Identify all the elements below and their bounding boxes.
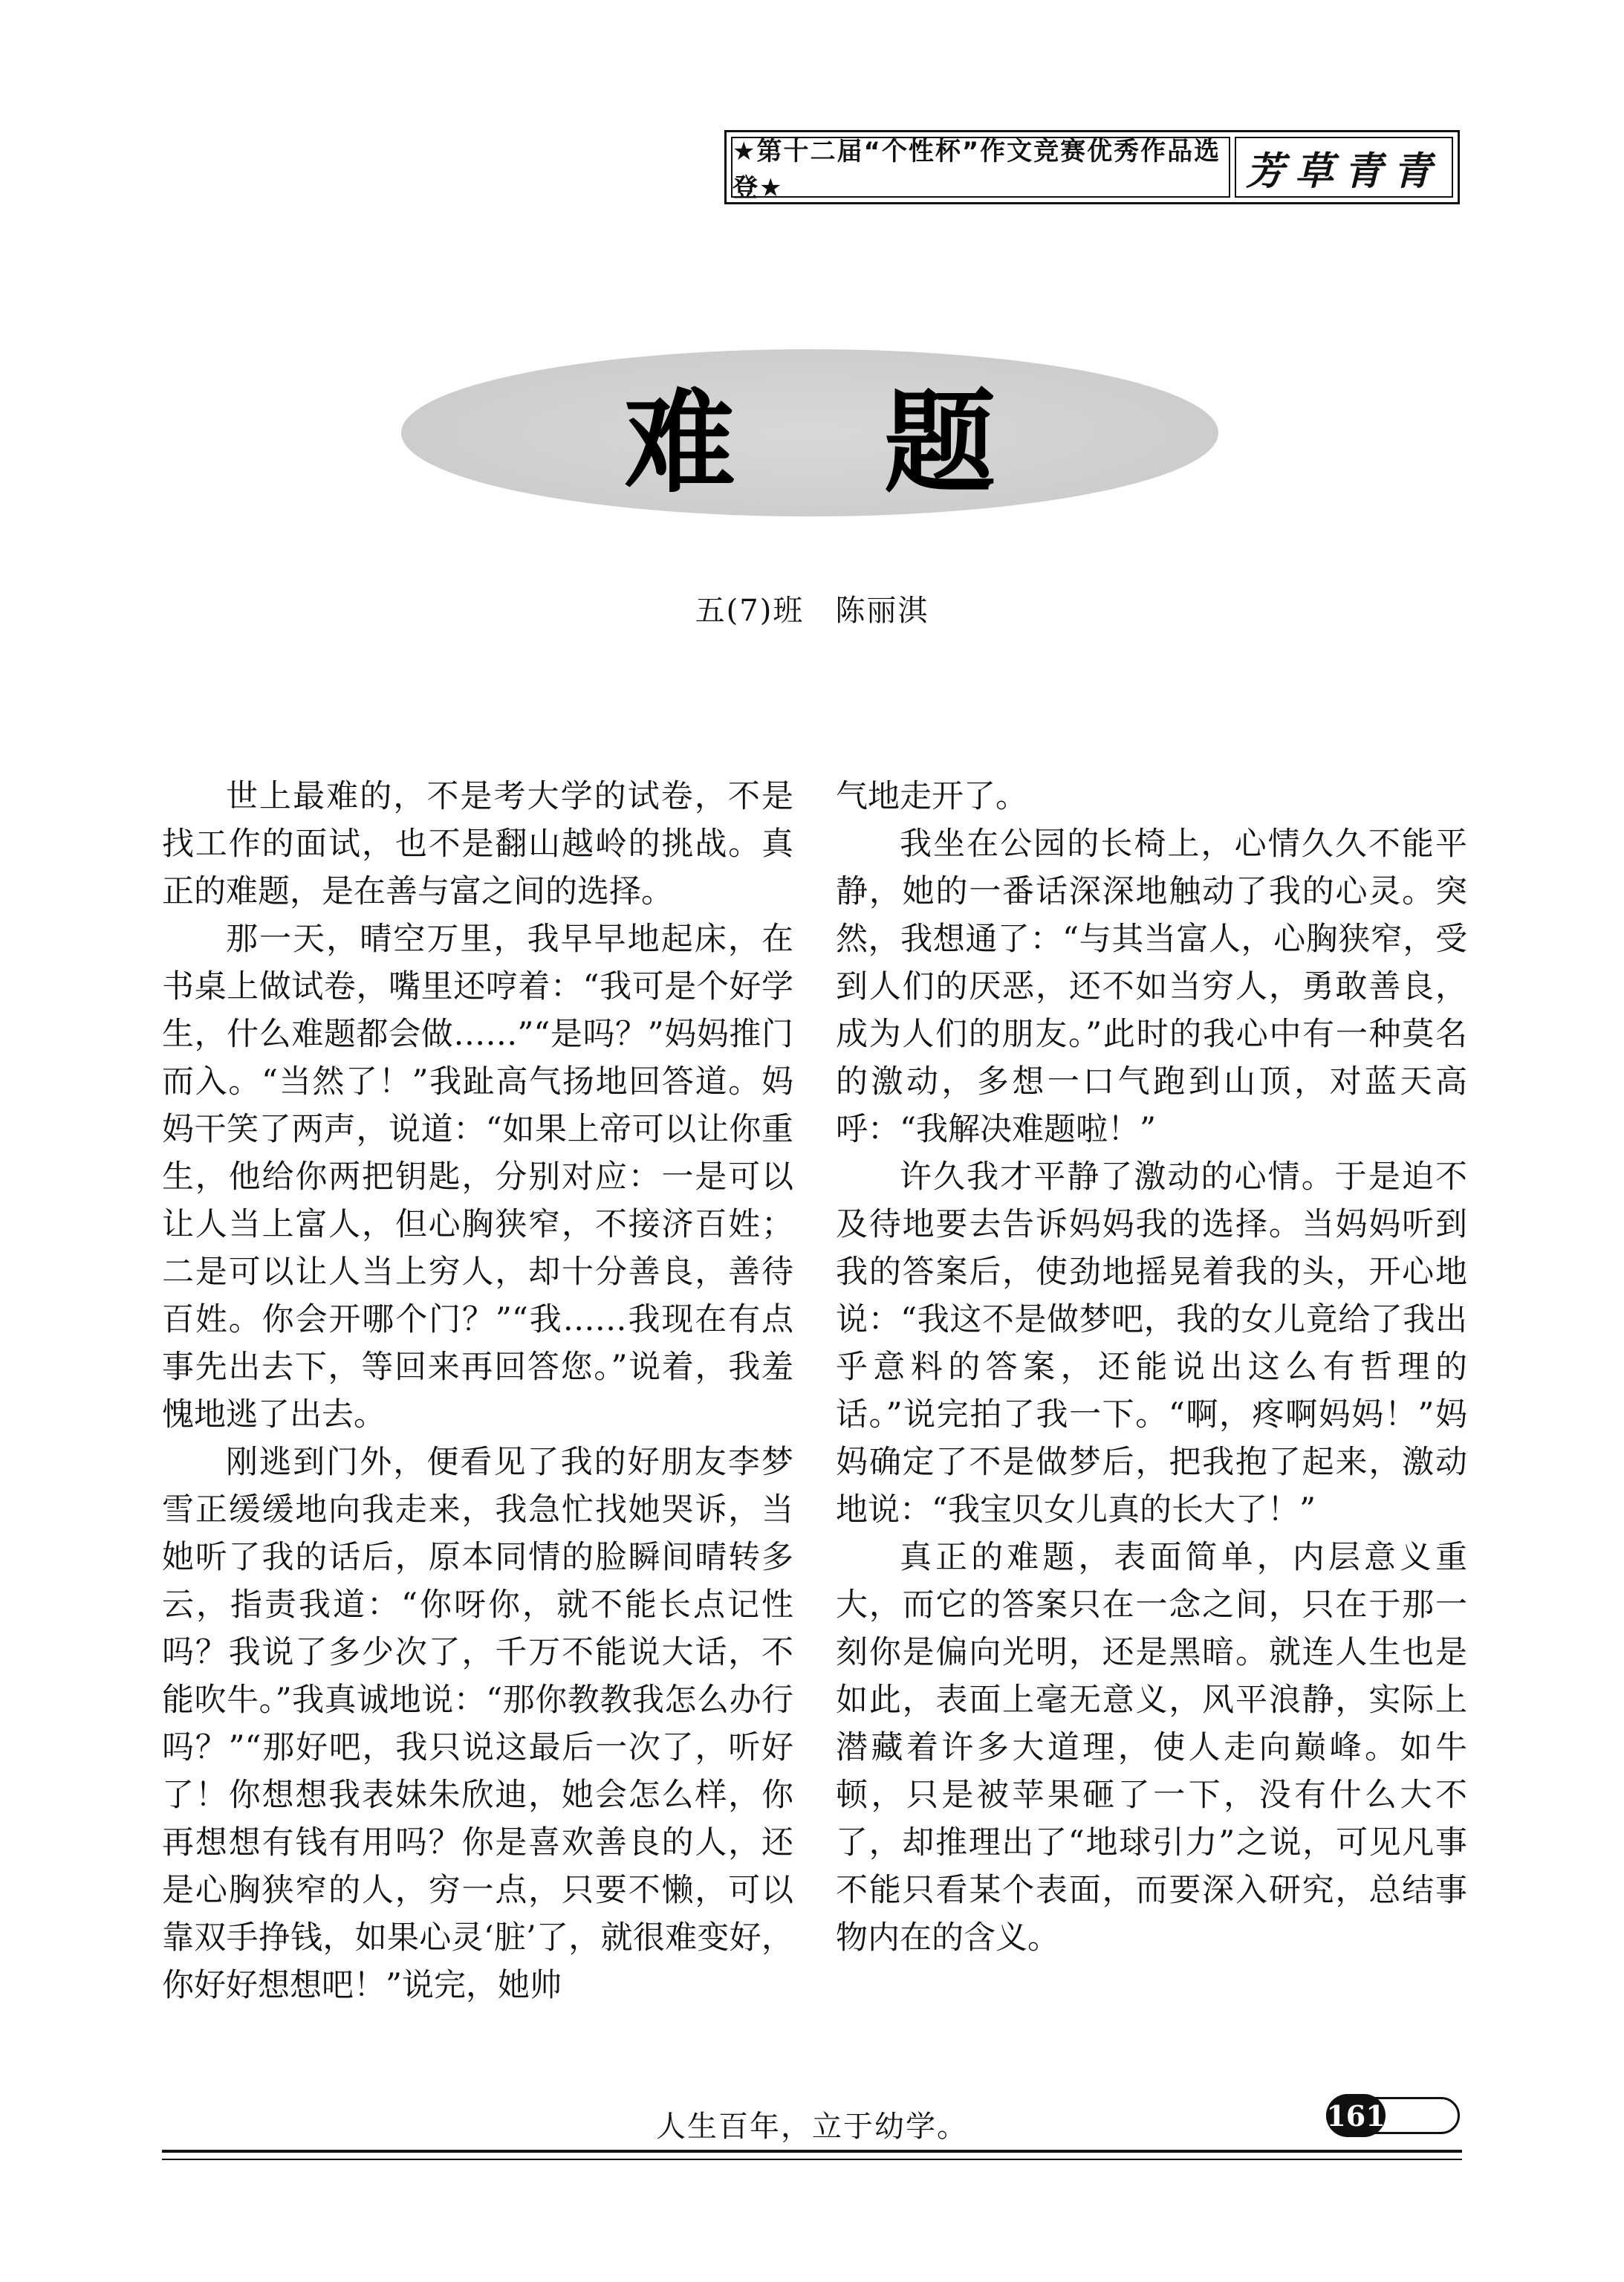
left-column xyxy=(162,773,793,2009)
paragraph: 真正的难题，表面简单，内层意义重大，而它的答案只在一念之间，只在于那一刻你是偏向光明，还是黑暗。就连人生也是如此，表面上毫无意义，风平浪静，实际上潜藏着许多大道理，使人走向巅峰。如牛顿，只是被苹果砸了一下，没有什么大不了，却推理出了“地球引力”之说，可见凡事不能只看某个表面，而要深入研究，总结事物内在的含义。 xyxy=(836,1539,1467,1957)
paragraph-continuation: 气地走开了。 xyxy=(836,778,1027,815)
footer-motto: 人生百年，立于幼学。 xyxy=(656,2110,968,2144)
paragraph: 那一天，晴空万里，我早早地起床，在书桌上做试卷，嘴里还哼着：“我可是个好学生，什么难题都会做……”“是吗？”妈妈推门而入。“当然了！”我趾高气扬地回答道。妈妈干笑了两声，说道：“如果上帝可以让你重生，他给你两把钥匙，分别对应：一是可以让人当上富人，但心胸狭窄，不接济百姓；二是可以让人当上穷人，却十分善良，善待百姓。你会开哪个门？”“我……我现在有点事先出去下，等回来再回答您。”说着，我羞愧地逃了出去。 xyxy=(162,921,793,1433)
paragraph: 刚逃到门外，便看见了我的好朋友李梦雪正缓缓地向我走来，我急忙找她哭诉，当她听了我的话后，原本同情的脸瞬间晴转多云，指责我道：“你呀你，就不能长点记性吗？我说了多少次了，千万不能说大话，不能吹牛。”我真诚地说：“那你教教我怎么办行吗？”“那好吧，我只说这最后一次了，听好了！你想想我表妹朱欣迪，她会怎么样，你再想想有钱有用吗？你是喜欢善良的人，还是心胸狭窄的人，穷一点，只要不懒，可以靠双手挣钱，如果心灵‘脏’了，就很难变好，你好好想想吧！”说完，她帅 xyxy=(162,1444,793,2004)
competition-banner-text: ★第十二届“个性杯”作文竞赛优秀作品选登★ xyxy=(731,137,1230,198)
footer-rule xyxy=(162,2150,1462,2153)
header-banner xyxy=(724,130,1460,204)
article-title: 难题 xyxy=(623,377,1144,508)
footer-rule xyxy=(162,2159,1462,2160)
paragraph: 许久我才平静了激动的心情。于是迫不及待地要去告诉妈妈我的选择。当妈妈听到我的答案后，使劲地摇晃着我的头，开心地说：“我这不是做梦吧，我的女儿竟给了我出乎意料的答案，还能说出这么有哲理的话。”说完拍了我一下。“啊，疼啊妈妈！”妈妈确定了不是做梦后，把我抱了起来，激动地说：“我宝贝女儿真的长大了！” xyxy=(836,1158,1467,1529)
right-column xyxy=(836,773,1467,1962)
column-name: 芳草青青 xyxy=(1235,137,1453,198)
page-number: 161 xyxy=(1326,2094,1386,2137)
paragraph: 我坐在公园的长椅上，心情久久不能平静，她的一番话深深地触动了我的心灵。突然，我想通了：“与其当富人，心胸狭窄，受到人们的厌恶，还不如当穷人，勇敢善良，成为人们的朋友。”此时的我心中有一种莫名的激动，多想一口气跑到山顶，对蓝天高呼：“我解决难题啦！” xyxy=(836,826,1467,1148)
author-byline: 五(7)班 陈丽淇 xyxy=(695,594,929,628)
paragraph: 世上最难的，不是考大学的试卷，不是找工作的面试，也不是翻山越岭的挑战。真正的难题，是在善与富之间的选择。 xyxy=(162,778,793,910)
